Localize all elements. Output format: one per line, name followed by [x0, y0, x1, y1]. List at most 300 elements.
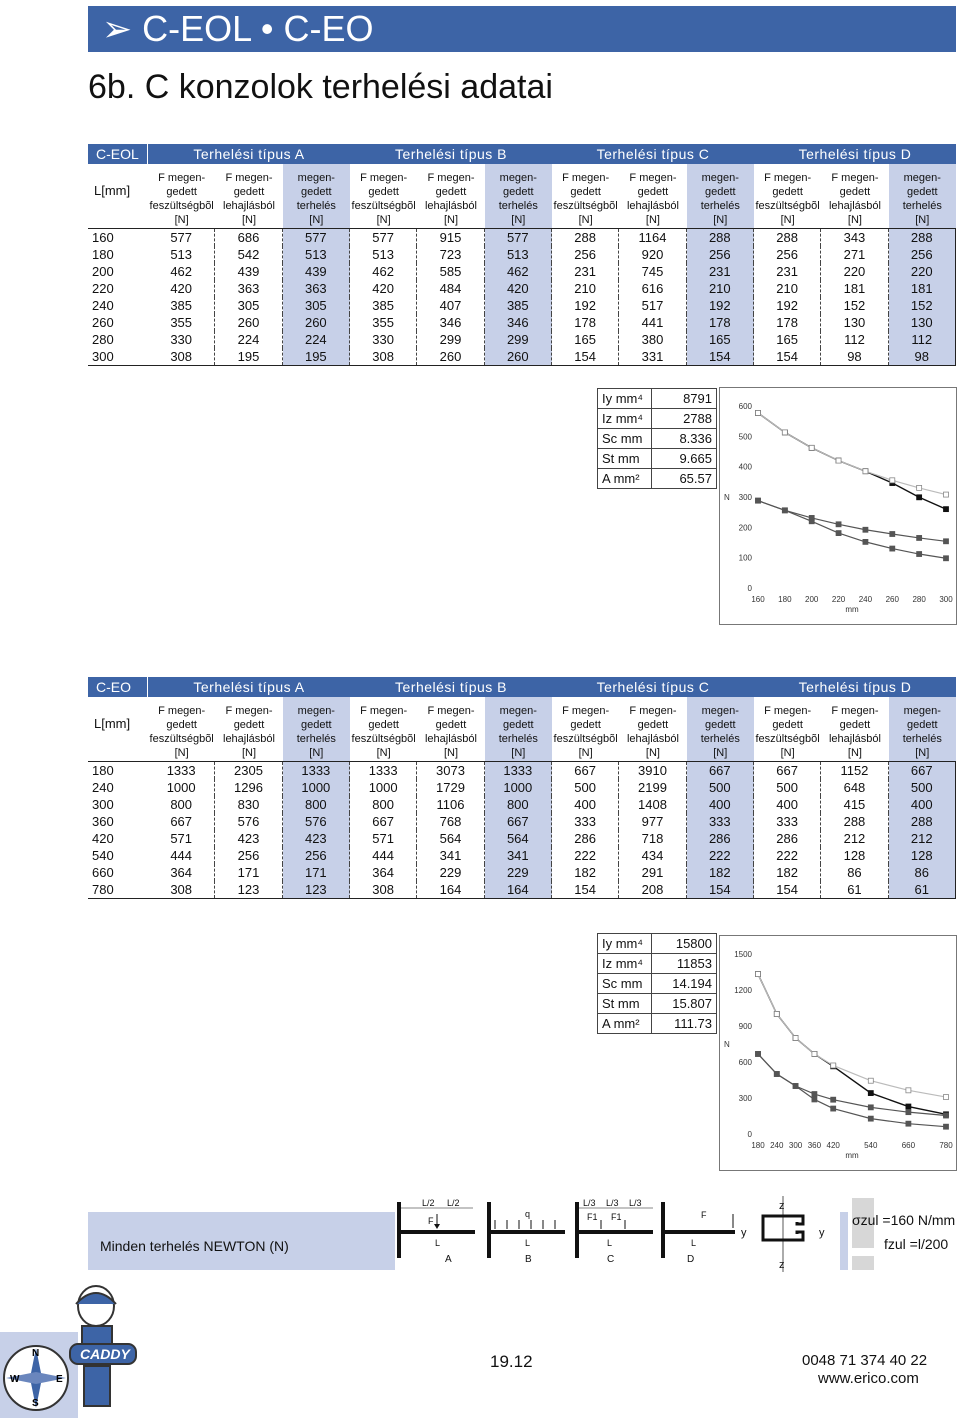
column-header-line: [N] — [376, 747, 391, 759]
column-header-line: F megen- — [427, 172, 475, 184]
y-tick-label: 500 — [738, 432, 752, 442]
data-point — [756, 972, 761, 977]
value-cell: 380 — [619, 331, 686, 348]
value-cell: 723 — [417, 246, 484, 263]
value-cell: 178 — [552, 314, 619, 331]
load-type-header: Terhelési típus C — [596, 146, 710, 162]
data-point — [782, 430, 787, 435]
value-cell: 222 — [687, 847, 754, 864]
value-cell: 195 — [215, 348, 282, 365]
value-cell: 564 — [417, 830, 484, 847]
property-label: St mm — [598, 449, 652, 468]
property-label: St mm — [598, 994, 652, 1013]
value-cell: 355 — [350, 314, 417, 331]
value-cell: 210 — [552, 280, 619, 297]
property-label: A mm² — [598, 1014, 652, 1033]
value-cell: 576 — [283, 813, 350, 830]
value-cell: 363 — [215, 280, 282, 297]
chart-ceol — [719, 387, 957, 625]
force-f-d: F — [701, 1210, 707, 1220]
table-row — [88, 847, 956, 864]
column-header-line: gedett — [503, 719, 534, 731]
column-header-line: F megen- — [629, 705, 677, 717]
value-cell: 154 — [687, 348, 754, 365]
value-cell: 1729 — [417, 779, 484, 796]
exclamation-icon — [848, 1194, 956, 1274]
x-tick-label: 220 — [831, 595, 846, 604]
column-header-line: gedett — [368, 719, 399, 731]
property-value: 65.57 — [679, 471, 712, 486]
column-header — [687, 697, 754, 761]
column-header-line: gedett — [772, 186, 803, 198]
column-header-line: terhelés — [296, 733, 336, 745]
column-header-line: F megen- — [831, 172, 879, 184]
axis-y-left: y — [741, 1227, 747, 1239]
value-cell: 288 — [889, 813, 956, 830]
value-cell: 192 — [687, 297, 754, 314]
value-cell: 423 — [283, 830, 350, 847]
value-cell: 513 — [485, 246, 552, 263]
value-cell: 256 — [687, 246, 754, 263]
data-point — [944, 539, 949, 544]
load-type-header: Terhelési típus D — [798, 146, 912, 162]
data-point — [944, 507, 949, 512]
x-tick-label: 420 — [826, 1141, 840, 1150]
column-header-line: gedett — [166, 719, 197, 731]
page-header: ➢ C-EOL • C-EO — [88, 6, 956, 52]
value-cell: 585 — [417, 263, 484, 280]
value-cell: 98 — [821, 348, 888, 365]
value-cell: 331 — [619, 348, 686, 365]
property-label: Iy mm⁴ — [598, 934, 652, 953]
column-header-line: gedett — [637, 186, 669, 198]
length-cell: 300 — [92, 797, 114, 812]
length-cell: 660 — [92, 865, 114, 880]
column-header-line: lehajlásból — [626, 200, 679, 212]
x-axis-label: mm — [845, 1151, 859, 1160]
value-cell: 154 — [687, 881, 754, 898]
value-cell: 220 — [889, 263, 956, 280]
length-cell: 420 — [92, 831, 114, 846]
value-cell: 152 — [821, 297, 888, 314]
value-cell: 123 — [215, 881, 282, 898]
caddy-logo — [0, 1282, 140, 1418]
load-table-ceo — [88, 677, 956, 899]
length-cell: 280 — [92, 332, 114, 347]
property-value: 11853 — [676, 956, 712, 971]
cross-section-diagram — [741, 1196, 825, 1272]
value-cell: 286 — [754, 830, 821, 847]
property-row — [598, 974, 716, 994]
data-point — [863, 469, 868, 474]
chart-layer — [724, 402, 953, 614]
property-label: Iz mm⁴ — [598, 954, 652, 973]
brand-text: CADDY — [80, 1346, 130, 1362]
value-cell: 616 — [619, 280, 686, 297]
value-cell: 123 — [283, 881, 350, 898]
data-point — [793, 1036, 798, 1041]
column-header-line: gedett — [368, 186, 399, 198]
column-header-line: terhelés — [498, 733, 538, 745]
value-cell: 112 — [821, 331, 888, 348]
property-row — [598, 429, 716, 449]
value-cell: 444 — [350, 847, 417, 864]
diagram-b — [487, 1202, 565, 1265]
chart-layer — [724, 950, 953, 1160]
x-tick-label: 280 — [912, 595, 926, 604]
x-tick-label: 300 — [939, 595, 953, 604]
value-cell: 178 — [687, 314, 754, 331]
dim-l2-a2: L/2 — [447, 1198, 460, 1208]
website: www.erico.com — [818, 1370, 919, 1387]
value-cell: 346 — [485, 314, 552, 331]
value-cell: 61 — [889, 881, 956, 898]
data-point — [782, 508, 787, 513]
property-value: 9.665 — [679, 451, 712, 466]
value-cell: 571 — [148, 830, 215, 847]
column-header-line: [N] — [174, 214, 189, 226]
formula-box — [848, 1194, 956, 1274]
value-cell: 667 — [754, 762, 821, 779]
data-point — [756, 1051, 761, 1056]
property-row — [598, 994, 716, 1014]
value-cell: 330 — [350, 331, 417, 348]
property-value: 111.73 — [674, 1016, 712, 1031]
column-header-line: [N] — [511, 747, 526, 759]
data-point — [836, 458, 841, 463]
column-header-line: gedett — [570, 719, 601, 731]
value-cell: 154 — [754, 881, 821, 898]
data-point — [917, 495, 922, 500]
value-cell: 745 — [619, 263, 686, 280]
column-header-line: lehajlásból — [424, 200, 477, 212]
column-header — [754, 697, 821, 761]
value-cell: 195 — [283, 348, 350, 365]
page-number: 19.12 — [490, 1352, 533, 1371]
dim-l3-c1: L/3 — [583, 1198, 596, 1208]
data-point — [831, 1063, 836, 1068]
table-header — [88, 677, 956, 697]
data-point — [906, 1110, 911, 1115]
column-header-line: lehajlásból — [223, 733, 275, 745]
value-cell: 364 — [148, 864, 215, 881]
value-cell: 164 — [485, 881, 552, 898]
value-cell: 800 — [283, 796, 350, 813]
column-header-line: megen- — [903, 705, 941, 717]
column-header-line: F megen- — [225, 705, 273, 717]
x-tick-label: 240 — [770, 1141, 784, 1150]
type-c-label: C — [607, 1254, 615, 1265]
table-row — [88, 229, 956, 246]
x-tick-label: 300 — [788, 1141, 803, 1150]
column-header — [889, 164, 956, 228]
column-header-line: feszültségbõl — [553, 733, 618, 745]
value-cell: 130 — [821, 314, 888, 331]
value-cell: 260 — [215, 314, 282, 331]
value-cell: 164 — [417, 881, 484, 898]
value-cell: 171 — [215, 864, 282, 881]
length-cell: 780 — [92, 882, 114, 897]
value-cell: 977 — [619, 813, 686, 830]
column-header — [417, 697, 484, 761]
table-header — [88, 144, 956, 164]
series-line — [758, 413, 946, 495]
value-cell: 400 — [754, 796, 821, 813]
value-cell: 182 — [552, 864, 619, 881]
value-cell: 210 — [754, 280, 821, 297]
x-tick-label: 160 — [751, 595, 765, 604]
column-header — [485, 697, 552, 761]
value-cell: 667 — [148, 813, 215, 830]
column-header-line: lehajlásból — [424, 733, 477, 745]
value-cell: 571 — [350, 830, 417, 847]
diagram-a — [397, 1198, 475, 1265]
value-cell: 517 — [619, 297, 686, 314]
x-tick-label: 360 — [807, 1141, 822, 1150]
value-cell: 330 — [148, 331, 215, 348]
value-cell: 500 — [889, 779, 956, 796]
column-header-line: megen- — [297, 705, 335, 717]
column-header-line: [N] — [713, 747, 728, 759]
value-cell: 667 — [350, 813, 417, 830]
value-cell: 308 — [350, 348, 417, 365]
value-cell: 288 — [687, 229, 754, 246]
table-row — [88, 263, 956, 280]
column-header-line: feszültségbõl — [755, 733, 820, 745]
column-header — [148, 164, 215, 228]
column-header-line: F megen- — [427, 705, 475, 717]
column-header — [148, 697, 215, 761]
series-line — [758, 1054, 946, 1116]
value-cell: 1000 — [283, 779, 350, 796]
column-header-line: [N] — [915, 214, 930, 226]
column-header-line: F megen- — [562, 705, 610, 717]
length-a: L — [435, 1238, 441, 1248]
property-value: 14.194 — [672, 976, 712, 991]
column-header-line: gedett — [233, 186, 265, 198]
data-point — [863, 539, 868, 544]
value-cell: 385 — [485, 297, 552, 314]
column-header-line: lehajlásból — [626, 733, 679, 745]
value-cell: 346 — [417, 314, 484, 331]
load-type-header: Terhelési típus C — [596, 679, 710, 695]
value-cell: 364 — [350, 864, 417, 881]
column-header-line: gedett — [435, 186, 467, 198]
column-header-line: megen- — [701, 172, 739, 184]
y-axis-label: N — [724, 493, 730, 502]
column-header-line: [N] — [645, 214, 660, 226]
property-value: 8791 — [683, 391, 712, 406]
data-point — [906, 1121, 911, 1126]
load-q-b: q — [525, 1209, 531, 1219]
value-cell: 800 — [485, 796, 552, 813]
value-cell: 305 — [283, 297, 350, 314]
column-header-line: feszültségbõl — [755, 200, 820, 212]
load-diagrams — [395, 1194, 840, 1274]
load-table-ceol — [88, 144, 956, 366]
property-row — [598, 469, 716, 488]
value-cell: 415 — [821, 796, 888, 813]
table-row — [88, 331, 956, 348]
value-cell: 130 — [889, 314, 956, 331]
data-point — [812, 1097, 817, 1102]
table-row — [88, 796, 956, 813]
value-cell: 439 — [215, 263, 282, 280]
length-cell: 220 — [92, 281, 114, 296]
column-header-line: [N] — [511, 214, 526, 226]
value-cell: 800 — [148, 796, 215, 813]
value-cell: 1164 — [619, 229, 686, 246]
value-cell: 288 — [754, 229, 821, 246]
column-header-line: feszültségbõl — [351, 733, 416, 745]
value-cell: 181 — [889, 280, 956, 297]
series-line — [758, 1054, 946, 1127]
length-cell: 160 — [92, 230, 114, 245]
x-tick-label: 240 — [858, 595, 873, 604]
load-type-header: Terhelési típus B — [395, 679, 507, 695]
column-header-line: [N] — [578, 747, 593, 759]
property-row — [598, 409, 716, 429]
column-header-line: gedett — [301, 719, 332, 731]
type-d-label: D — [687, 1254, 695, 1265]
value-cell: 256 — [889, 246, 956, 263]
value-cell: 288 — [889, 229, 956, 246]
value-cell: 260 — [485, 348, 552, 365]
column-header-line: gedett — [906, 719, 938, 731]
column-header-line: feszültségbõl — [149, 200, 214, 212]
table-label: C-EOL — [88, 144, 148, 164]
value-cell: 385 — [350, 297, 417, 314]
length-c: L — [607, 1238, 613, 1248]
data-point — [774, 1012, 779, 1017]
property-value: 15.807 — [672, 996, 712, 1011]
data-point — [836, 531, 841, 536]
value-cell: 577 — [350, 229, 417, 246]
column-header-line: F megen- — [158, 172, 206, 184]
value-cell: 256 — [215, 847, 282, 864]
column-header-line: gedett — [704, 186, 736, 198]
value-cell: 462 — [148, 263, 215, 280]
value-cell: 210 — [687, 280, 754, 297]
value-cell: 341 — [417, 847, 484, 864]
value-cell: 420 — [350, 280, 417, 297]
column-header-line: F megen- — [360, 705, 408, 717]
property-value: 8.336 — [679, 431, 712, 446]
axis-z-top: z — [779, 1200, 785, 1212]
value-cell: 500 — [552, 779, 619, 796]
column-header-line: gedett — [503, 186, 534, 198]
property-label: Sc mm — [598, 974, 652, 993]
value-cell: 288 — [552, 229, 619, 246]
column-header-line: terhelés — [902, 733, 942, 745]
table-row — [88, 348, 956, 366]
x-tick-label: 780 — [939, 1141, 953, 1150]
column-header-line: [N] — [174, 747, 189, 759]
chart-ceol-svg — [720, 388, 956, 624]
diagram-c — [575, 1198, 653, 1265]
data-point — [831, 1106, 836, 1111]
value-cell: 686 — [215, 229, 282, 246]
column-header-line: gedett — [166, 186, 197, 198]
axis-z-bottom: z — [779, 1259, 785, 1271]
column-header — [687, 164, 754, 228]
value-cell: 500 — [754, 779, 821, 796]
y-tick-label: 100 — [738, 553, 752, 563]
diagram-d — [661, 1202, 735, 1265]
table-row — [88, 314, 956, 331]
data-point — [868, 1091, 873, 1096]
value-cell: 577 — [148, 229, 215, 246]
column-header-line: [N] — [847, 747, 862, 759]
column-header-line: lehajlásból — [223, 200, 275, 212]
axis-y-right: y — [819, 1227, 825, 1239]
data-point — [868, 1078, 873, 1083]
load-type-header: Terhelési típus A — [193, 146, 305, 162]
value-cell: 667 — [687, 762, 754, 779]
value-cell: 576 — [215, 813, 282, 830]
value-cell: 128 — [889, 847, 956, 864]
value-cell: 154 — [754, 348, 821, 365]
table-row — [88, 246, 956, 263]
value-cell: 288 — [821, 813, 888, 830]
column-header-line: feszültségbõl — [149, 733, 214, 745]
property-row — [598, 1014, 716, 1033]
data-point — [809, 519, 814, 524]
value-cell: 165 — [552, 331, 619, 348]
property-row — [598, 449, 716, 469]
y-tick-label: 0 — [747, 584, 752, 593]
value-cell: 112 — [889, 331, 956, 348]
value-cell: 484 — [417, 280, 484, 297]
y-axis-label: N — [724, 1040, 730, 1049]
data-point — [944, 556, 949, 561]
value-cell: 231 — [687, 263, 754, 280]
column-header-line: gedett — [637, 719, 669, 731]
column-header-line: F megen- — [158, 705, 206, 717]
value-cell: 462 — [350, 263, 417, 280]
column-header-line: megen- — [903, 172, 941, 184]
column-header — [350, 697, 417, 761]
y-tick-label: 600 — [738, 402, 752, 411]
table-row — [88, 762, 956, 779]
value-cell: 915 — [417, 229, 484, 246]
value-cell: 363 — [283, 280, 350, 297]
load-type-header: Terhelési típus D — [798, 679, 912, 695]
force-f1-c2: F1 — [611, 1212, 622, 1222]
value-cell: 667 — [485, 813, 552, 830]
value-cell: 1152 — [821, 762, 888, 779]
column-header-line: gedett — [839, 186, 871, 198]
section-properties-ceo — [597, 933, 717, 1034]
data-point — [836, 522, 841, 527]
value-cell: 542 — [215, 246, 282, 263]
value-cell: 830 — [215, 796, 282, 813]
value-cell: 667 — [889, 762, 956, 779]
property-label: Iz mm⁴ — [598, 409, 652, 428]
column-header-line: [N] — [847, 214, 862, 226]
length-cell: 360 — [92, 814, 114, 829]
column-header-line: F megen- — [764, 172, 812, 184]
value-cell: 3910 — [619, 762, 686, 779]
length-cell: 200 — [92, 264, 114, 279]
x-axis-label: mm — [845, 605, 859, 614]
property-label: A mm² — [598, 469, 652, 488]
value-cell: 434 — [619, 847, 686, 864]
value-cell: 343 — [821, 229, 888, 246]
value-cell: 286 — [552, 830, 619, 847]
data-point — [756, 498, 761, 503]
y-tick-label: 900 — [738, 1022, 752, 1031]
